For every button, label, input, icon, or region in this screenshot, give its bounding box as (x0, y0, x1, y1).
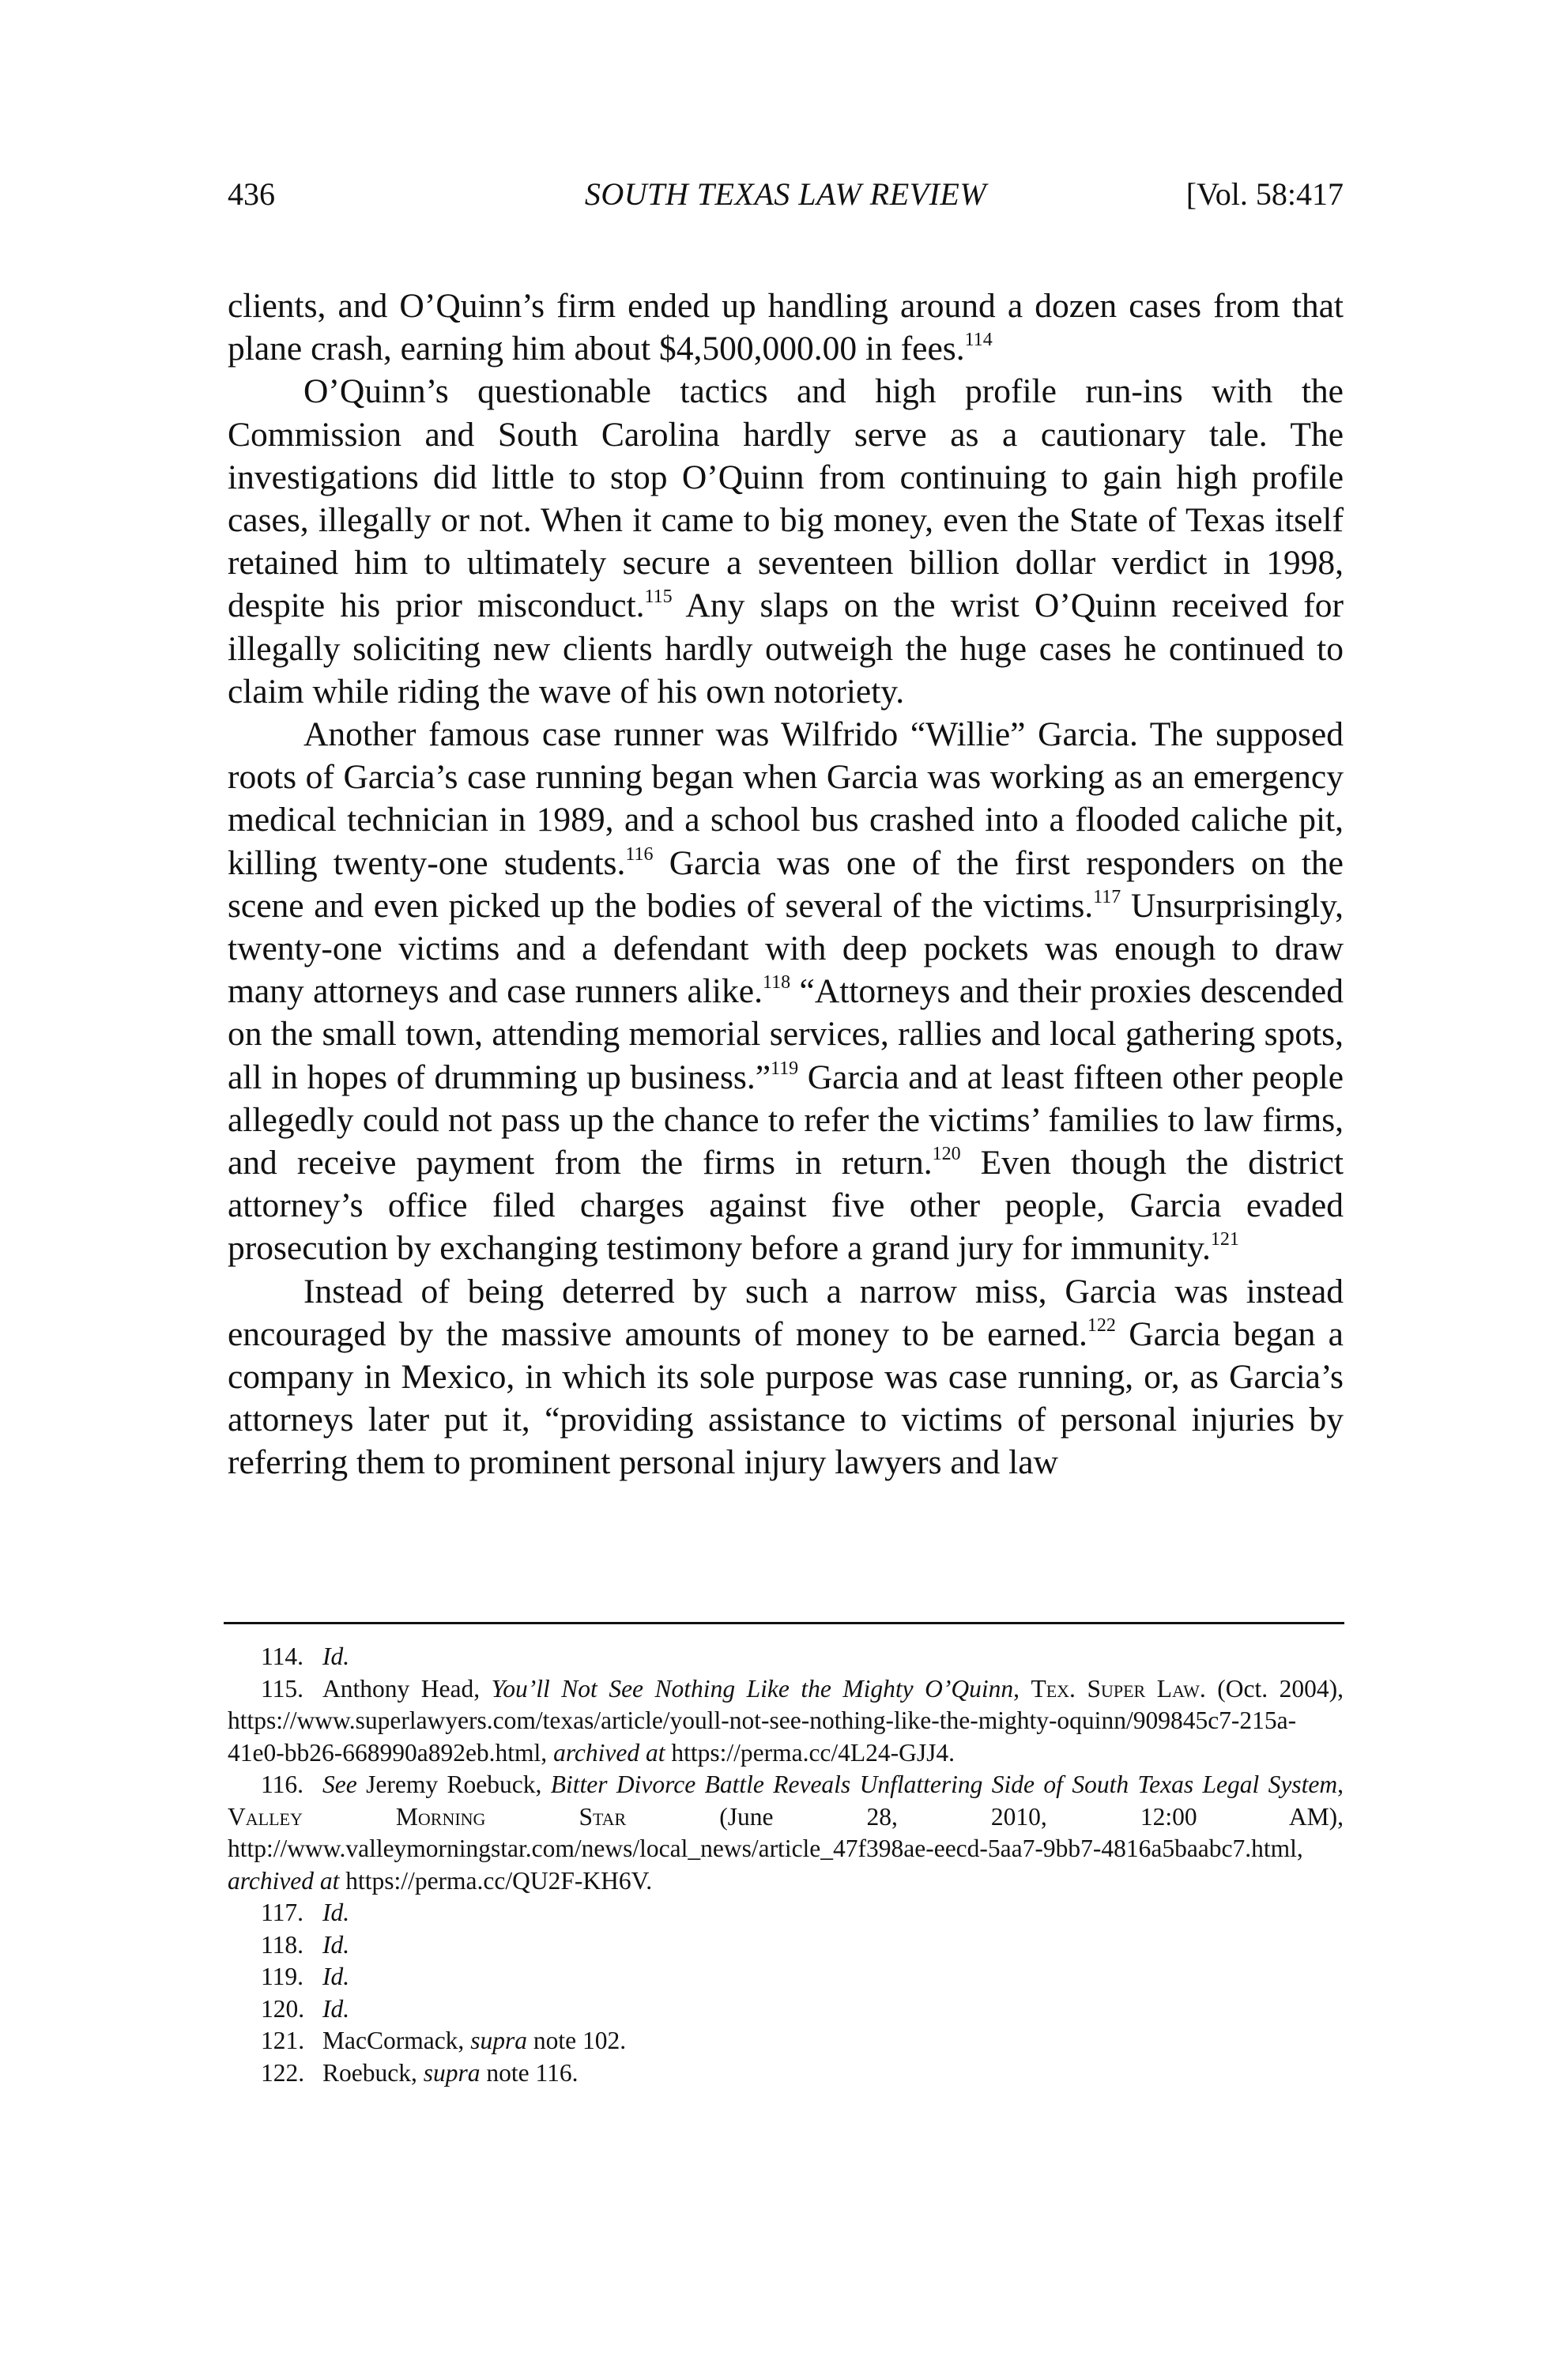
footnote-118 (228, 1929, 1344, 1962)
footnote-archived-label: archived at (228, 1866, 340, 1895)
footnote-reference[interactable]: 122 (1087, 1314, 1116, 1336)
paragraph-text: Instead of being deterred by such a narrow miss, Garcia was instead encouraged by the massive amounts of money to be earned. (228, 1272, 1344, 1353)
paragraph (228, 713, 1344, 1270)
footnote-number: 117. (261, 1899, 303, 1926)
footnote-116 (228, 1769, 1344, 1897)
footnote-note-ref: note 102. (526, 2027, 627, 2054)
paragraph (228, 370, 1344, 713)
footnote-number: 120. (261, 1994, 305, 2023)
footnote-122 (228, 2057, 1344, 2090)
paragraph-text: Garcia was one of the first responders on the scene and even picked up the bodies of several of the victims. (228, 843, 1344, 925)
footnote-signal: See (322, 1771, 357, 1798)
footnote-author: MacCormack, (322, 2027, 471, 2054)
footnote-perma-link[interactable]: https://perma.cc/QU2F-KH6V. (339, 1866, 653, 1895)
footnote-perma-link[interactable]: https://perma.cc/4L24-GJJ4. (665, 1738, 956, 1767)
paragraph-text: Garcia and at least fifteen other people allegedly could not pass up the chance to refer the victims’ families to law firms, and receive payment from the firms in return. (228, 1058, 1344, 1182)
footnote-id: Id. (322, 1994, 350, 2023)
running-header (228, 171, 1344, 218)
footnote-id: Id. (322, 1930, 350, 1959)
footnote-article-title: Bitter Divorce Battle Reveals Unflattering Side of South Texas Legal System (550, 1771, 1338, 1798)
footnote-reference[interactable]: 118 (762, 972, 791, 994)
footnote-author: Jeremy Roebuck, (356, 1771, 551, 1798)
footnote-author: Anthony Head, (322, 1674, 492, 1703)
footnote-supra: supra (470, 2027, 527, 2054)
paragraph-text: O’Quinn’s questionable tactics and high profile run-ins with the Commission and South Carolina hardly serve as a cautionary tale. The investigations did little to stop O’Quinn from continuing to gain high profile cases, illegally or not. When it came to big money, even the State of Texas itself retained him to ultimately secure a seventeen billion dollar verdict in 1998, despite his prior misconduct. (228, 372, 1344, 625)
footnote-divider (224, 1622, 1344, 1624)
footnote-article-title: You’ll Not See Nothing Like the Mighty O’Quinn (491, 1674, 1014, 1703)
paragraph-text: Even though the district attorney’s office filed charges against five other people, Garcia evaded prosecution by exchanging testimony before a grand jury for immunity. (228, 1144, 1344, 1268)
paragraph-text: Unsurprisingly, twenty-one victims and a defendant with deep pockets was enough to draw many attorneys and case runners alike. (228, 886, 1344, 1011)
footnote-author: Roebuck, (322, 2058, 424, 2087)
footnote-source: Tex. Super Law. (1031, 1674, 1206, 1703)
footnote-separator: , (1013, 1674, 1031, 1703)
paragraph-text: “Attorneys and their proxies descended on the small town, attending memorial services, rallies and local gathering spots, all in hopes of drumming up business.” (228, 972, 1344, 1096)
footnote-reference[interactable]: 120 (932, 1144, 961, 1165)
footnote-separator: , (1337, 1771, 1344, 1798)
footnote-id: Id. (322, 1642, 350, 1670)
footnote-citation-url[interactable]: (Oct. 2004), https://www.superlawyers.com/texas/article/youll-not-see-nothing-like-the-mighty-oquinn/909845c7-215a-41e0-bb26-668990a892eb.html, (228, 1674, 1344, 1767)
footnote-reference[interactable]: 114 (964, 330, 993, 351)
paragraph (228, 1270, 1344, 1484)
footnotes-section (228, 1641, 1344, 2089)
footnote-reference[interactable]: 117 (1093, 886, 1121, 907)
footnote-reference[interactable]: 119 (771, 1058, 799, 1079)
paragraph-continued (228, 285, 1344, 370)
footnote-number: 116. (261, 1771, 303, 1798)
footnote-number: 114. (261, 1642, 303, 1670)
footnote-source: Valley Morning Star (228, 1802, 627, 1831)
footnote-119 (228, 1961, 1344, 1993)
footnote-number: 115. (261, 1674, 303, 1703)
footnote-number: 118. (261, 1930, 303, 1959)
paragraph-text: clients, and O’Quinn’s firm ended up handling around a dozen cases from that plane crash, earning him about $4,500,000.00 in fees. (228, 287, 1344, 368)
footnote-number: 122. (261, 2058, 305, 2087)
journal-title: SOUTH TEXAS LAW REVIEW (584, 176, 987, 212)
footnote-number: 119. (261, 1963, 303, 1990)
footnote-120 (228, 1993, 1344, 2026)
volume-citation: [Vol. 58:417 (1185, 176, 1344, 212)
footnote-supra: supra (423, 2058, 481, 2087)
page-number: 436 (228, 176, 275, 212)
footnote-reference[interactable]: 121 (1210, 1229, 1239, 1250)
footnote-id: Id. (322, 1899, 350, 1926)
paragraph-text: Garcia began a company in Mexico, in which its sole purpose was case running, or, as Garcia’s attorneys later put it, “providing assistance to victims of personal injuries by referring them to prominent personal injury lawyers and law (228, 1314, 1344, 1482)
footnote-note-ref: note 116. (480, 2058, 579, 2087)
footnote-reference[interactable]: 116 (625, 843, 654, 865)
footnote-id: Id. (322, 1963, 350, 1990)
footnote-117 (228, 1897, 1344, 1929)
paragraph-text: Another famous case runner was Wilfrido “Willie” Garcia. The supposed roots of Garcia’s case running began when Garcia was working as an emergency medical technician in 1989, and a school bus crashed into a flooded caliche pit, killing twenty-one students. (228, 715, 1344, 882)
main-body-text (228, 285, 1344, 1484)
footnote-121 (228, 2025, 1344, 2057)
footnote-archived-label: archived at (553, 1738, 665, 1767)
footnote-citation-url[interactable]: (June 28, 2010, 12:00 AM), http://www.valleymorningstar.com/news/local_news/article_47f398ae-eecd-5aa7-9bb7-4816a5baabc7.html, (228, 1802, 1344, 1862)
footnote-114 (228, 1641, 1344, 1673)
paragraph-text: Any slaps on the wrist O’Quinn received for illegally soliciting new clients hardly outweigh the huge cases he continued to claim while riding the wave of his own notoriety. (228, 586, 1344, 711)
footnote-115 (228, 1673, 1344, 1770)
footnote-reference[interactable]: 115 (644, 586, 673, 608)
footnote-number: 121. (261, 2027, 305, 2054)
